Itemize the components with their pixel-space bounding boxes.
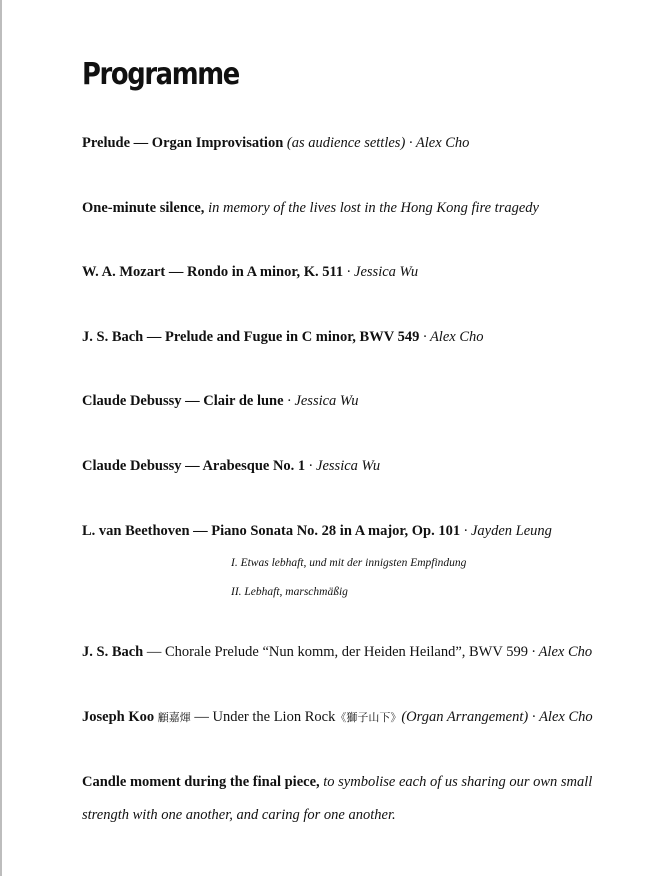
piece-title: W. A. Mozart — Rondo in A minor, K. 511 [82, 264, 344, 280]
composer: Joseph Koo [82, 709, 155, 725]
composer-chinese-name: 顧嘉煇 [157, 711, 191, 724]
piece-note: (Organ Arrangement) · Alex Cho [401, 709, 593, 725]
programme-item-silence [82, 198, 642, 218]
candle-lead: Candle moment during the final piece, [82, 774, 320, 790]
programme-item-bach-bwv599 [82, 642, 642, 662]
movement-2: II. Lebhaft, marschmäßig [231, 586, 348, 598]
performer: · Jayden Leung [463, 523, 552, 539]
piece-title: — Chorale Prelude “Nun komm, der Heiden Heiland”, BWV 599 [143, 644, 528, 660]
piece-title: Claude Debussy — Clair de lune [82, 393, 284, 409]
performer: · Alex Cho [527, 644, 593, 660]
programme-item-arabesque [82, 456, 642, 476]
page-title: Programme [82, 57, 239, 92]
piece-title-chinese: 《獅子山下》 [335, 711, 402, 724]
programme-item-prelude [82, 133, 642, 153]
piece-title: Prelude — Organ Improvisation [82, 135, 284, 151]
programme-item-lion-rock [82, 707, 642, 728]
composer: J. S. Bach [82, 644, 144, 660]
programme-item-mozart [82, 262, 642, 282]
performer: · Jessica Wu [346, 264, 419, 280]
piece-title: L. van Beethoven — Piano Sonata No. 28 in A major, Op. 101 [82, 523, 461, 539]
performer: · Jessica Wu [308, 458, 381, 474]
candle-moment-note [82, 766, 607, 832]
piece-title: One-minute silence, [82, 200, 205, 216]
performer: · Jessica Wu [287, 393, 359, 409]
piece-note: (as audience settles) · Alex Cho [286, 135, 470, 151]
performer: · Alex Cho [422, 329, 484, 345]
programme-item-beethoven [82, 521, 642, 541]
piece-note: in memory of the lives lost in the Hong Kong fire tragedy [208, 200, 539, 216]
movement-1: I. Etwas lebhaft, und mit der innigsten Empfindung [231, 557, 467, 569]
page-left-border [0, 0, 2, 876]
programme-item-bach-bwv549 [82, 327, 642, 347]
programme-item-clair-de-lune [82, 391, 642, 411]
piece-title: J. S. Bach — Prelude and Fugue in C minor, BWV 549 [82, 329, 420, 345]
piece-title: — Under the Lion Rock [190, 709, 336, 725]
piece-title: Claude Debussy — Arabesque No. 1 [82, 458, 306, 474]
candle-text: to symbolise each of us sharing our own small strength with one another, and caring for one another. [82, 774, 593, 823]
